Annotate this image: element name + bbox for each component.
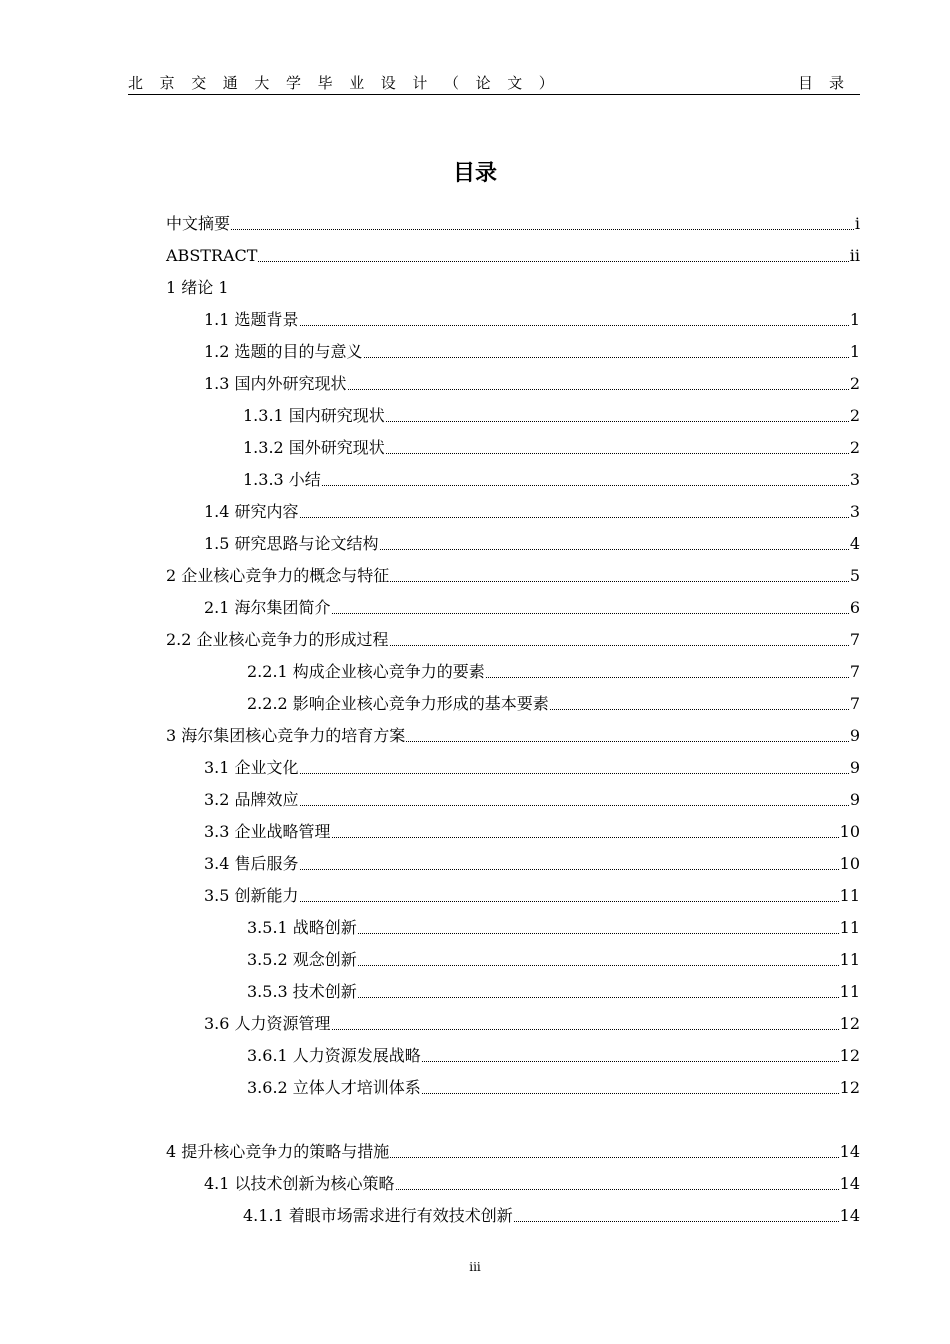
toc-leader-dots [300, 517, 849, 518]
page-title: 目录 [452, 161, 497, 186]
toc-entry-label: 2.2.1 构成企业核心竞争力的要素 [247, 662, 485, 681]
toc-entry-label: 3.2 品牌效应 [204, 790, 299, 809]
toc-entry-page: 14 [839, 1206, 860, 1225]
toc-entry[interactable] [247, 916, 860, 940]
toc-leader-dots [514, 1221, 839, 1222]
toc-entry[interactable] [204, 340, 860, 364]
toc-entry-page: 2 [849, 374, 860, 393]
toc-entry-label: 3.5.3 技术创新 [247, 982, 357, 1001]
toc-entry-page: i [854, 214, 860, 233]
toc-entry-page: 11 [839, 918, 860, 937]
toc-entry-label: 中文摘要 [166, 214, 231, 233]
toc-entry-label: 2 企业核心竞争力的概念与特征 [166, 566, 390, 585]
toc-leader-dots [358, 965, 839, 966]
toc-entry[interactable] [243, 436, 860, 460]
toc-leader-dots [300, 805, 849, 806]
header-section-title: 目录 [797, 74, 860, 92]
toc-entry-page: 11 [839, 982, 860, 1001]
toc-entry[interactable] [166, 244, 860, 268]
toc-entry-label: 3.6.1 人力资源发展战略 [247, 1046, 421, 1065]
toc-entry-label: ABSTRACT [166, 246, 258, 265]
toc-leader-dots [386, 453, 849, 454]
page-header [128, 72, 860, 95]
toc-entry-label: 1.5 研究思路与论文结构 [204, 534, 379, 553]
toc-entry[interactable] [247, 1044, 860, 1068]
toc-entry[interactable] [166, 564, 860, 588]
toc-entry-page: 9 [849, 726, 860, 745]
toc-entry[interactable] [166, 1140, 860, 1164]
toc-leader-dots [390, 1157, 838, 1158]
toc-leader-dots [322, 485, 849, 486]
toc-leader-dots [300, 901, 839, 902]
toc-entry-page: 4 [849, 534, 860, 553]
toc-entry-page: ii [849, 246, 860, 265]
toc-entry-page: 12 [839, 1046, 860, 1065]
toc-entry-label: 2.2.2 影响企业核心竞争力形成的基本要素 [247, 694, 549, 713]
toc-leader-dots [300, 325, 849, 326]
toc-entry-label: 2.1 海尔集团简介 [204, 598, 331, 617]
toc-entry-page: 14 [839, 1142, 860, 1161]
toc-entry-label: 1.3 国内外研究现状 [204, 374, 347, 393]
toc-entry[interactable] [204, 1172, 860, 1196]
toc-entry-page: 1 [849, 310, 860, 329]
toc-entry-page: 3 [849, 502, 860, 521]
toc-leader-dots [231, 229, 854, 230]
toc-entry-page: 9 [849, 790, 860, 809]
toc-entry[interactable] [247, 660, 860, 684]
page-number-footer: iii [469, 1260, 481, 1274]
toc-entry[interactable] [204, 852, 860, 876]
toc-entry[interactable] [243, 1204, 860, 1228]
toc-leader-dots [486, 677, 849, 678]
toc-entry[interactable] [247, 980, 860, 1004]
toc-leader-dots [332, 1029, 839, 1030]
toc-entry-label: 1.2 选题的目的与意义 [204, 342, 363, 361]
toc-entry-page: 12 [839, 1078, 860, 1097]
toc-entry[interactable] [204, 820, 860, 844]
toc-entry-label: 1.3.2 国外研究现状 [243, 438, 385, 457]
toc-entry-label: 3.3 企业战略管理 [204, 822, 331, 841]
toc-entry-label: 3 海尔集团核心竞争力的培育方案 [166, 726, 406, 745]
toc-leader-dots [396, 1189, 839, 1190]
toc-entry-label: 2.2 企业核心竞争力的形成过程 [166, 630, 389, 649]
toc-leader-dots [300, 869, 839, 870]
toc-entry-label: 3.5 创新能力 [204, 886, 299, 905]
toc-leader-dots [406, 741, 849, 742]
toc-entry[interactable] [166, 212, 860, 236]
toc-leader-dots [300, 773, 849, 774]
toc-entry-page: 6 [849, 598, 860, 617]
toc-entry-label: 1 绪论 1 [166, 278, 229, 297]
toc-entry-page: 1 [849, 342, 860, 361]
toc-entry-label: 4.1.1 着眼市场需求进行有效技术创新 [243, 1206, 513, 1225]
toc-leader-dots [550, 709, 849, 710]
toc-leader-dots [364, 357, 849, 358]
toc-entry-page: 5 [849, 566, 860, 585]
toc-leader-dots [332, 837, 839, 838]
toc-entry-label: 1.1 选题背景 [204, 310, 299, 329]
toc-entry-label: 3.5.2 观念创新 [247, 950, 357, 969]
toc-entry-page: 9 [849, 758, 860, 777]
toc-entry[interactable] [243, 468, 860, 492]
toc-entry-page: 12 [839, 1014, 860, 1033]
toc-entry[interactable] [204, 884, 860, 908]
toc-entry-label: 3.4 售后服务 [204, 854, 299, 873]
toc-entry-label: 4 提升核心竞争力的策略与措施 [166, 1142, 390, 1161]
toc-entry-page: 2 [849, 406, 860, 425]
toc-entry[interactable] [204, 1012, 860, 1036]
toc-leader-dots [258, 261, 848, 262]
header-thesis-title: 北京交通大学毕业设计（论文） [128, 74, 571, 92]
toc-entry[interactable] [247, 692, 860, 716]
toc-leader-dots [422, 1061, 839, 1062]
toc-leader-dots [358, 997, 839, 998]
toc-entry-label: 1.3.3 小结 [243, 470, 321, 489]
toc-entry-label: 3.1 企业文化 [204, 758, 299, 777]
toc-leader-dots [390, 645, 849, 646]
toc-entry-page: 10 [839, 822, 860, 841]
toc-entry-page: 14 [839, 1174, 860, 1193]
toc-leader-dots [358, 933, 839, 934]
toc-entry[interactable] [204, 596, 860, 620]
toc-entry[interactable] [247, 1076, 860, 1100]
toc-entry-label: 1.3.1 国内研究现状 [243, 406, 385, 425]
toc-entry-label: 4.1 以技术创新为核心策略 [204, 1174, 395, 1193]
toc-entry[interactable] [243, 404, 860, 428]
toc-entry-label: 3.6.2 立体人才培训体系 [247, 1078, 421, 1097]
toc-entry[interactable] [204, 308, 860, 332]
toc-entry-page: 7 [849, 630, 860, 649]
toc-entry-page: 7 [849, 694, 860, 713]
toc-entry-label: 3.5.1 战略创新 [247, 918, 357, 937]
toc-entry-page: 2 [849, 438, 860, 457]
toc-entry-label: 3.6 人力资源管理 [204, 1014, 331, 1033]
toc-entry[interactable] [204, 756, 860, 780]
toc-entry[interactable] [247, 948, 860, 972]
toc-leader-dots [386, 421, 849, 422]
toc-entry[interactable] [166, 724, 860, 748]
toc-entry-label: 1.4 研究内容 [204, 502, 299, 521]
toc-entry[interactable] [204, 500, 860, 524]
toc-leader-dots [348, 389, 849, 390]
toc-leader-dots [390, 581, 849, 582]
toc-entry[interactable] [166, 276, 860, 300]
toc-entry[interactable] [166, 628, 860, 652]
toc-entry-page: 3 [849, 470, 860, 489]
toc-leader-dots [422, 1093, 839, 1094]
toc-entry[interactable] [204, 788, 860, 812]
toc-entry-page: 11 [839, 950, 860, 969]
toc-entry-page: 7 [849, 662, 860, 681]
toc-entry[interactable] [204, 532, 860, 556]
toc-entry[interactable] [204, 372, 860, 396]
toc-entry-page: 10 [839, 854, 860, 873]
toc-entry-page: 11 [839, 886, 860, 905]
toc-leader-dots [380, 549, 849, 550]
toc-leader-dots [332, 613, 849, 614]
